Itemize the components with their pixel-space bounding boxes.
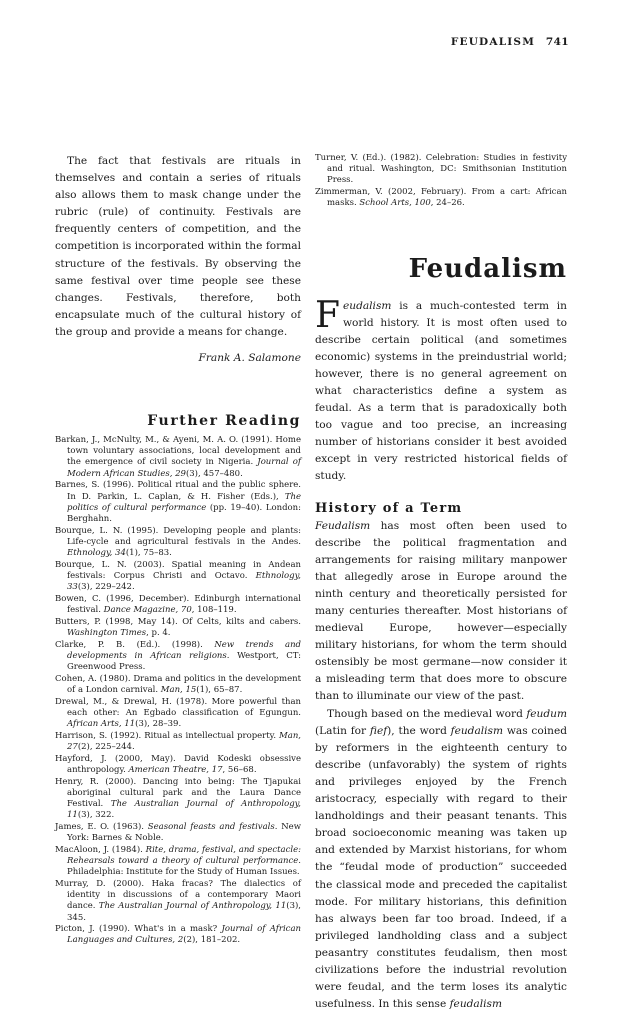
reference-item: Bourque, L. N. (2003). Spatial meaning in Andean festivals: Corpus Christi and Octavo. Ethnology, 33(3), 229–242. <box>55 559 301 593</box>
running-head <box>451 36 569 48</box>
entry-title: Feudalism <box>408 253 567 284</box>
intro-term: eudalism <box>342 299 392 312</box>
entry-intro-paragraph: Feudalism is a much-contested term in world history. It is most often used to describe certain political (and sometimes economic) systems in the preindustrial world; however, there is no general agreement on what characteristics define a system as feudal. As a term that is paradoxically both too vague and too precise, an increasing number of historians consider it best avoided except in very restricted historical fields of study. <box>315 294 567 483</box>
reference-item: Zimmerman, V. (2002, February). From a cart: African masks. School Arts, 100, 24–26. <box>315 187 567 209</box>
reference-item: Harrison, S. (1992). Ritual as intellectual property. Man, 27(2), 225–244. <box>55 730 301 753</box>
further-reading-heading: Further Reading <box>147 413 301 430</box>
reference-item: Picton, J. (1990). What's in a mask? Journal of African Languages and Cultures, 2(2), 181–202. <box>55 924 301 946</box>
reference-item: Murray, D. (2000). Haka fracas? The dialectics of identity in discussions of a contemporary Maori dance. The Australian Journal of Anthropology, 11(3), 345. <box>55 878 301 923</box>
history-paragraph-2: Though based on the medieval word feudum (Latin for fief), the word feudalism was coined by reformers in the eighteenth century to describe (unfavorably) the system of rights and privileges enjoyed by the French aristocracy, especially with regard to their landholdings and their peasant tenants. This broad socioeconomic meaning was taken up and extended by Marxist historians, for whom the “feudal mode of production” succeeded the classical mode and preceded the capitalist mode. For military historians, this definition has always been far too broad. Indeed, if a privileged landholding class and a subject peasantry constitutes feudalism, then most civilizations before the industrial revolution were feudal, and the term loses its analytic usefulness. In this sense feudalism <box>315 707 567 1011</box>
author-signature: Frank A. Salamone <box>198 352 301 365</box>
reference-item: Hayford, J. (2000, May). David Kodeski obsessive anthropology. American Theatre, 17, 56–68. <box>55 753 301 775</box>
festival-closing-paragraph: The fact that festivals are rituals in themselves and contain a series of rituals also allows them to mask change under the rubric (rule) of continuity. Festivals are frequently centers of competition, and the competition is incorporated within the formal structure of the festivals. By observing the same festival over time people see these changes. Festivals, therefore, both encapsulate much of the cultural history of the group and provide a means for change. <box>55 155 301 338</box>
reference-item: Barkan, J., McNulty, M., & Ayeni, M. A. O. (1991). Home town voluntary associations, local development and the emergence of civil society in Nigeria. Journal of Modern African Studies, 29(3), 457–480. <box>55 435 301 479</box>
reference-item: Henry, R. (2000). Dancing into being: The Tjapukai aboriginal cultural park and the Laura Dance Festival. The Australian Journal of Anthropology, 11(3), 322. <box>55 776 302 821</box>
reference-list <box>55 435 301 947</box>
reference-item: Turner, V. (Ed.). (1982). Celebration: Studies in festivity and ritual. Washington, DC: Smithsonian Institution Press. <box>315 153 567 186</box>
drop-cap: F <box>315 294 340 336</box>
reference-list-continued <box>315 153 567 210</box>
reference-item: Bourque, L. N. (1995). Developing people and plants: Life-cycle and agricultural festivals in the Andes. Ethnology, 34(1), 75–83. <box>55 525 301 559</box>
right-column <box>315 153 567 1013</box>
history-paragraph-1: Feudalism has most often been used to describe the political fragmentation and arrangements for raising military manpower that allegedly arose in Europe around the ninth century and theoretically persisted for many centuries thereafter. Most historians of medieval Europe, however—especially military historians, for whom the term should ostensibly be most germane—now consider it a misleading term that does more to obscure than to illuminate our view of the past. <box>315 519 567 703</box>
reference-item: James, E. O. (1963). Seasonal feasts and festivals. New York: Barnes & Noble. <box>55 821 301 844</box>
reference-item: Butters, P. (1998, May 14). Of Celts, kilts and cabers. Washington Times, p. 4. <box>55 616 301 638</box>
section-heading: History of a Term <box>315 500 463 516</box>
left-column <box>55 153 301 947</box>
reference-item: MacAloon, J. (1984). Rite, drama, festival, and spectacle: Rehearsals toward a theory of cultural performance. Philadelphia: Institute for the Study of Human Issues. <box>55 844 301 878</box>
reference-item: Clarke, P. B. (Ed.). (1998). New trends and developments in African religions. Westport, CT: Greenwood Press. <box>55 639 301 673</box>
reference-item: Drewal, M., & Drewal, H. (1978). More powerful than each other: An Egbado classification of Egungun. African Arts, 11(3), 28–39. <box>55 696 301 730</box>
page-number: 741 <box>545 36 569 48</box>
reference-item: Barnes, S. (1996). Political ritual and the public sphere. In D. Parkin, L. Caplan, & H. Fisher (Eds.), The politics of cultural performance (pp. 19–40). London: Berghahn. <box>55 480 301 524</box>
reference-item: Cohen, A. (1980). Drama and politics in the development of a London carnival. Man, 15(1), 65–87. <box>55 673 301 695</box>
running-head-title: FEUDALISM <box>450 36 536 48</box>
reference-item: Bowen, C. (1996, December). Edinburgh international festival. Dance Magazine, 70, 108–119. <box>55 593 301 616</box>
